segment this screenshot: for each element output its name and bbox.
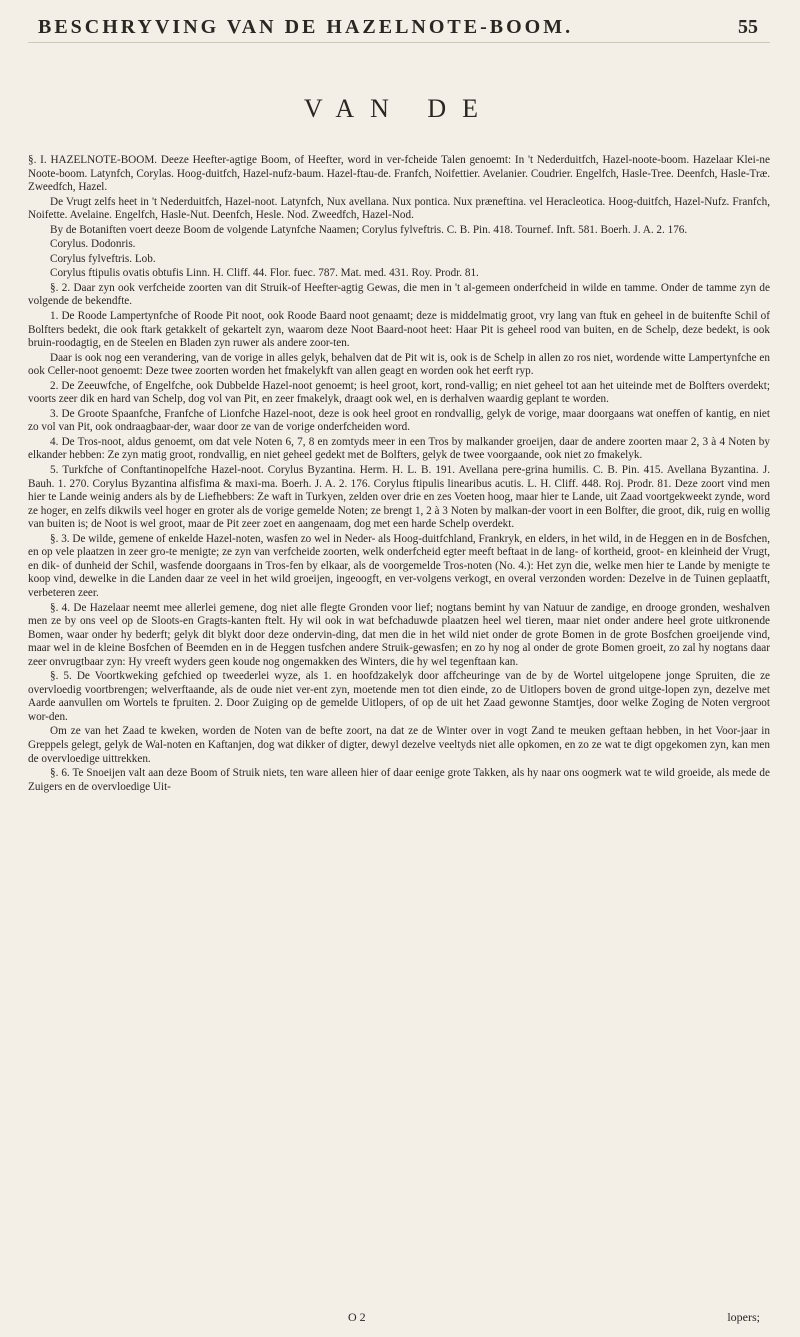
- paragraph: §. 5. De Voortkweking gefchied op tweederlei wyze, als 1. en hoofdzakelyk door affcheuringe van de by de Wortel uitgelopene jonge Spruiten, die ze overvloedig voortbrengen; welverftaande, als de oude niet ver-ent zyn, moetende men tot dien einde, zo de Uitlopers boven de grond uitge-lopen zyn, dezelve met Aarde aanvullen om Wortels te fpruiten. 2. Door Zuiging op de gemelde Uitlopers, of op de uit het Zaad gewonne Stamtjes, door welke Zoging de Noten vergroot wor-den.: [28, 670, 770, 723]
- paragraph: §. 3. De wilde, gemene of enkelde Hazel-noten, wasfen zo wel in Neder- als Hoog-duitfchland, Frankryk, en elders, in het wild, in de Heggen en in de Bosfchen, en op vele plaatzen in zeer gro-te menigte; ze zyn van verfcheide zoorten, welk onderfcheid egter meeft beftaat in de lang- of kortheid, groot- en kleinheid der Vrugt, en dik- of dunheid der Schil, wasfende doorgaans in Tros-fen by elkaar, als de voorgemelde Tros-noten (No. 4.): Het zyn die, welke men hier te Lande by menigte te koop vind, dewelke in die Landen daar ze veel in het wild groeijen, ingeoogft, en ver-volgens verkogt, en overal verzonden worden: Dezelve in de Tuinen geplaatft, verbeteren zeer.: [28, 532, 770, 599]
- signature-mark: O 2: [348, 1310, 366, 1324]
- running-head-text: BESCHRYVING VAN DE HAZELNOTE-BOOM.: [38, 16, 574, 38]
- paragraph: 5. Turkfche of Conftantinopelfche Hazel-noot. Corylus Byzantina. Herm. H. L. B. 191. Avellana pere-grina humilis. C. B. Pin. 415. Avellana Byzantina. J. Bauh. 1. 270. Corylus Byzantina alfisfima & maxi-ma. Boerh. J. A. 2. 176. Corylus ftipulis linearibus acutis. L. H. Cliff. 448. Roj. Prodr. 81. Deze zoort vind men hier te Lande weinig anders als by de Liefhebbers: Ze waft in Turkyen, zelden over drie en zes Voeten hoog, maar hier te Lande, uit Zaad voortgekweekt zynde, word ze hoger, en zelfs dikwils veel hoger en groter als de vorige gemelde Noten; ze brengt 1, 2 à 3 Noten by malkan-der voort in een Bolfter, die groot, dik, ruig en wollig van buiten is; de Noot is wel groot, maar de Pit zeer zoet en aangenaam, dog met een harde Schelp overdekt.: [28, 464, 770, 531]
- paragraph: De Vrugt zelfs heet in 't Nederduitfch, Hazel-noot. Latynfch, Nux avellana. Nux pontica. Nux præneftina. vel Heracleotica. Hoog-duitfch, Hazel-Nufz. Franfch, Noifette. Avelaine. Engelfch, Hasle-Nut. Deenfch, Hesle. Nod. Zweedfch, Hazel-Nod.: [28, 195, 770, 222]
- paragraph: §. 2. Daar zyn ook verfcheide zoorten van dit Struik-of Heefter-agtig Gewas, die men in 't al-gemeen onderfcheid in wilde en tamme. Onder de tamme zyn de volgende de bekendfte.: [28, 281, 770, 308]
- paragraph: 2. De Zeeuwfche, of Engelfche, ook Dubbelde Hazel-noot genoemt; is heel groot, kort, rond-vallig; en niet geheel tot aan het uiteinde met de Bolfters overdekt; voorts zeer dik en hard van Schelp, dog vol van Pit, en zeer fmakelyk, draagt ook wel, en is derhalven waardig geplant te worden.: [28, 379, 770, 406]
- paragraph: Corylus. Dodonris.: [50, 238, 136, 251]
- header-rule: [28, 42, 770, 43]
- paragraph: §. 4. De Hazelaar neemt mee allerlei gemene, dog niet alle flegte Gronden voor lief; nogtans bemint hy van Natuur de zandige, en drooge gronden, weshalven men ze by ons veel op de Sloots-en Gragts-kanten ftelt. Hy wil ook in wat befchaduwde plaatzen heel wel tieren, maar niet onder andere heel grote uitkronende Bomen, waar onder hy bederft; gelyk dit blykt door deze ondervin-ding, dat men die in het wild niet onder de grote Bomen in de grote Bosfchen groeijende vind, maar wel in de kleine Bosfchen of Beemden en in de Heggen tusfchen andere Struik-gewasfen; en zo hy nog al onder de grote Bomen groeit, zo zal hy nogtans daar zeer onvrugtbaar zyn: Hy vreeft wyders geen koude nog ongemakken des Winters, die hy wel tegenftaan kan.: [28, 601, 770, 668]
- page-footer: [28, 1310, 770, 1324]
- paragraph: Om ze van het Zaad te kweken, worden de Noten van de befte zoort, na dat ze de Winter over in vogt Zand te meuken geftaan hebben, in het Voor-jaar in Greppels gelegt, gelyk de Wal-noten en Kaftanjen, dog wat dikker of digter, dewyl dezelve veeltyds niet alle opkomen, en zo ze wat te digt opgekomen zyn, kan men de overvloedige uittrekken.: [28, 725, 770, 765]
- paragraph: Corylus ftipulis ovatis obtufis Linn. H. Cliff. 44. Flor. fuec. 787. Mat. med. 431. Roy. Prodr. 81.: [50, 267, 479, 280]
- paragraph: §. 6. Te Snoeijen valt aan deze Boom of Struik niets, ten ware alleen hier of daar eenige grote Takken, als hy naar ons oogmerk wat te wild groeide, als mede de Zuigers en de overvloedige Uit-: [28, 767, 770, 793]
- paragraph: 1. De Roode Lampertynfche of Roode Pit noot, ook Roode Baard noot genaamt; deze is middelmatig groot, vry lang van ftuk en geheel in de buitenfte Schil of Bolfters bedekt, die ook ftark getakkelt of gekartelt zyn, waarom deze Noot Baard-noot heet: Haar Pit is geheel rood van buiten, en de Schelp, deze bedekt, is ook bruin-roodagtig, en de Steelen en Bladen zyn ruwer als andere zoor-ten.: [28, 310, 770, 350]
- paragraph: 4. De Tros-noot, aldus genoemt, om dat vele Noten 6, 7, 8 en zomtyds meer in een Tros by malkander groeijen, daar de andere zoorten maar 2, 3 à 4 Noten by elkander hebben: Ze zyn matig groot, rondvallig, en niet geheel gedekt met de Bolfters, gelyk de twee voorgaande, ook niet zo fmakelyk.: [28, 435, 770, 462]
- paragraph: 3. De Groote Spaanfche, Franfche of Lionfche Hazel-noot, deze is ook heel groot en rondvallig, gelyk de vorige, maar doorgaans wat oneffen of kantig, en niet zo vol van Pit, ook ondraagbaar-der, waar door ze van de vorige onderfcheiden word.: [28, 407, 770, 434]
- page: [28, 14, 770, 1324]
- body-text: [28, 154, 770, 795]
- page-number: 55: [738, 16, 758, 38]
- running-head: [38, 16, 758, 39]
- paragraph: Daar is ook nog een verandering, van de vorige in alles gelyk, behalven dat de Pit wit is, ook is de Schelp in allen zo ros niet, wordende witte Lampertynfche en ook Celler-noot genoemt: Deze twee zoorten worden het fmakelykft van allen geagt en worden ook het eerft ryp.: [28, 351, 770, 378]
- catchword: lopers;: [727, 1310, 760, 1324]
- section-title: VAN DE: [303, 94, 495, 123]
- paragraph: By de Botaniften voert deeze Boom de volgende Latynfche Naamen; Corylus fylveftris. C. B. Pin. 418. Tournef. Inft. 581. Boerh. J. A. 2. 176.: [50, 223, 688, 236]
- paragraph: §. I. HAZELNOTE-BOOM. Deeze Heefter-agtige Boom, of Heefter, word in ver-fcheide Talen genoemt: In 't Nederduitfch, Hazel-noote-boom. Hazelaar Klei-ne Noote-boom. Latynfch, Corylas. Hoog-duitfch, Hazel-nufz-baum. Hazel-ftau-de. Franfch, Noifettier. Avelanier. Coudrier. Engelfch, Hasle-Tree. Deenfch, Hasle-Træ. Zweedfch, Hazel.: [28, 154, 770, 194]
- paragraph: Corylus fylveftris. Lob.: [50, 252, 156, 265]
